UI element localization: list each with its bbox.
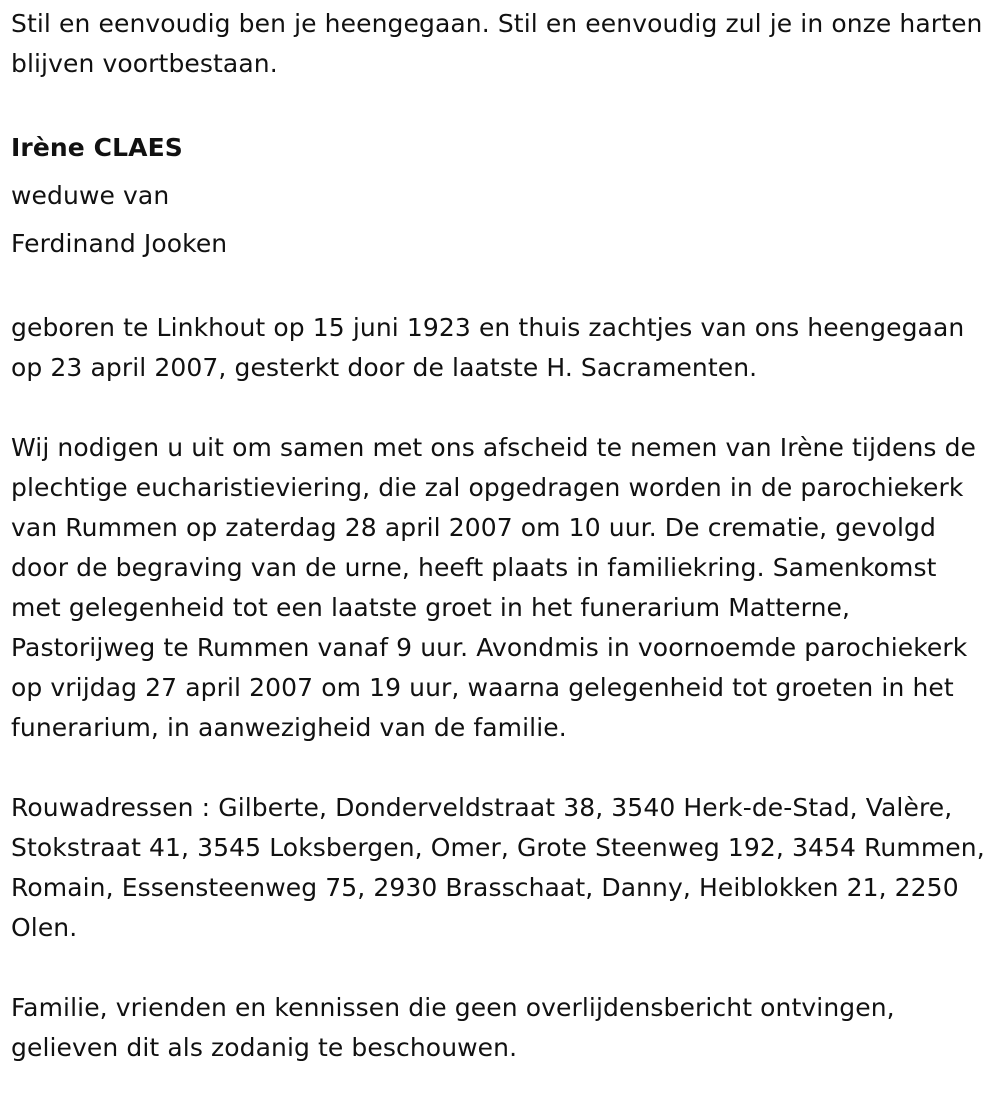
mourning-addresses: Rouwadressen : Gilberte, Donderveldstraat 38, 3540 Herk-de-Stad, Valère, Stokstraat 41, 3545 Loksbergen, Omer, Grote Steenweg 192, 3454 Rummen, Romain, Essensteenweg 75, 2930 Brasschaat, Danny, Heiblokken 21, 2250 Olen. xyxy=(11,793,985,942)
spacer xyxy=(11,268,991,308)
widow-label: weduwe van xyxy=(11,181,170,210)
spacer xyxy=(11,84,991,124)
intro-text: Stil en eenvoudig ben je heengegaan. Stil en eenvoudig zul je in onze harten blijven voortbestaan. xyxy=(11,9,983,78)
invitation-text: Wij nodigen u uit om samen met ons afscheid te nemen van Irène tijdens de plechtige eucharistieviering, die zal opgedragen worden in de parochiekerk van Rummen op zaterdag 28 april 2007 om 10 uur. De crematie, gevolgd door de begraving van de urne, heeft plaats in familiekring. Samenkomst met gelegenheid tot een laatste groet in het funerarium Matterne, Pastorijweg te Rummen vanaf 9 uur. Avondmis in voornoemde parochiekerk op vrijdag 27 april 2007 om 19 uur, waarna gelegenheid tot groeten in het funerarium, in aanwezigheid van de familie. xyxy=(11,433,977,742)
deceased-name: Irène CLAES xyxy=(11,133,183,162)
closing-text: Familie, vrienden en kennissen die geen overlijdensbericht ontvingen, gelieven dit als zodanig te beschouwen. xyxy=(11,993,895,1062)
obituary-document xyxy=(11,4,991,1068)
spacer xyxy=(11,388,991,428)
spacer xyxy=(11,948,991,988)
spouse-name: Ferdinand Jooken xyxy=(11,229,228,258)
birth-death-text: geboren te Linkhout op 15 juni 1923 en thuis zachtjes van ons heengegaan op 23 april 2007, gesterkt door de laatste H. Sacramenten. xyxy=(11,313,965,382)
spacer xyxy=(11,748,991,788)
